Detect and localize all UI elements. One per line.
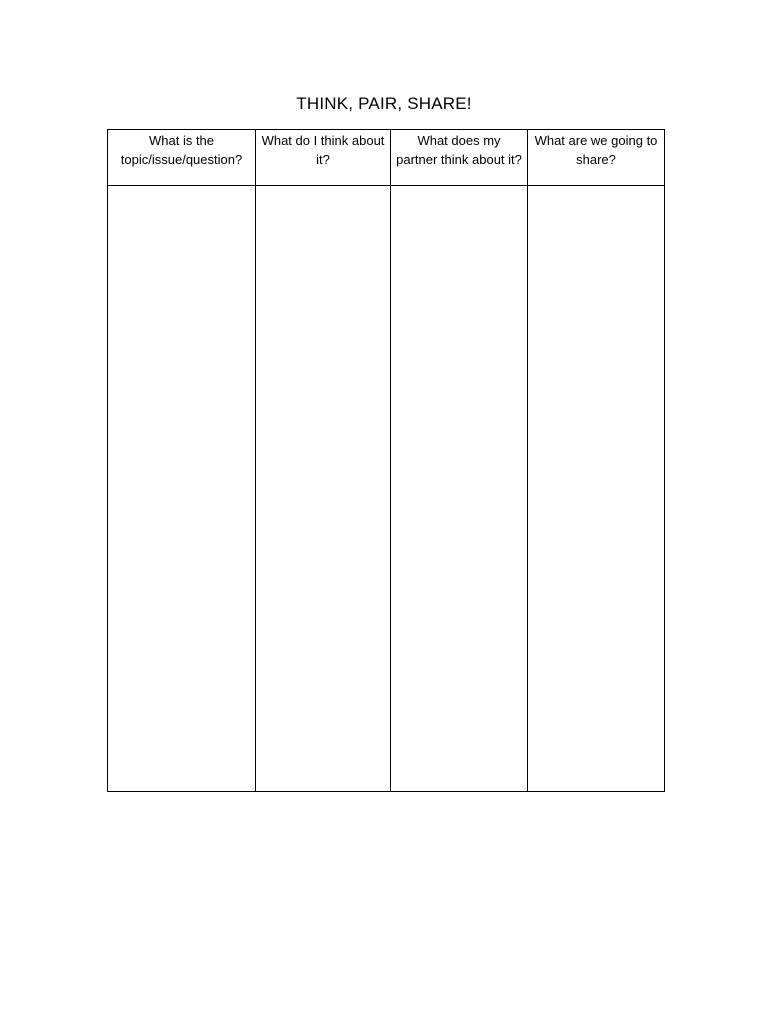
table-header-row <box>108 130 665 186</box>
think-pair-share-table <box>107 129 665 792</box>
column-header-share: What are we going to share? <box>528 130 665 186</box>
page-title: THINK, PAIR, SHARE! <box>296 94 472 113</box>
answer-cell-share[interactable] <box>528 186 665 792</box>
column-header-partner-thoughts: What does my partner think about it? <box>391 130 528 186</box>
column-header-topic: What is the topic/issue/question? <box>108 130 256 186</box>
column-header-my-thoughts: What do I think about it? <box>256 130 391 186</box>
answer-cell-partner-thoughts[interactable] <box>391 186 528 792</box>
answer-cell-my-thoughts[interactable] <box>256 186 391 792</box>
table-row <box>108 186 665 792</box>
answer-cell-topic[interactable] <box>108 186 256 792</box>
